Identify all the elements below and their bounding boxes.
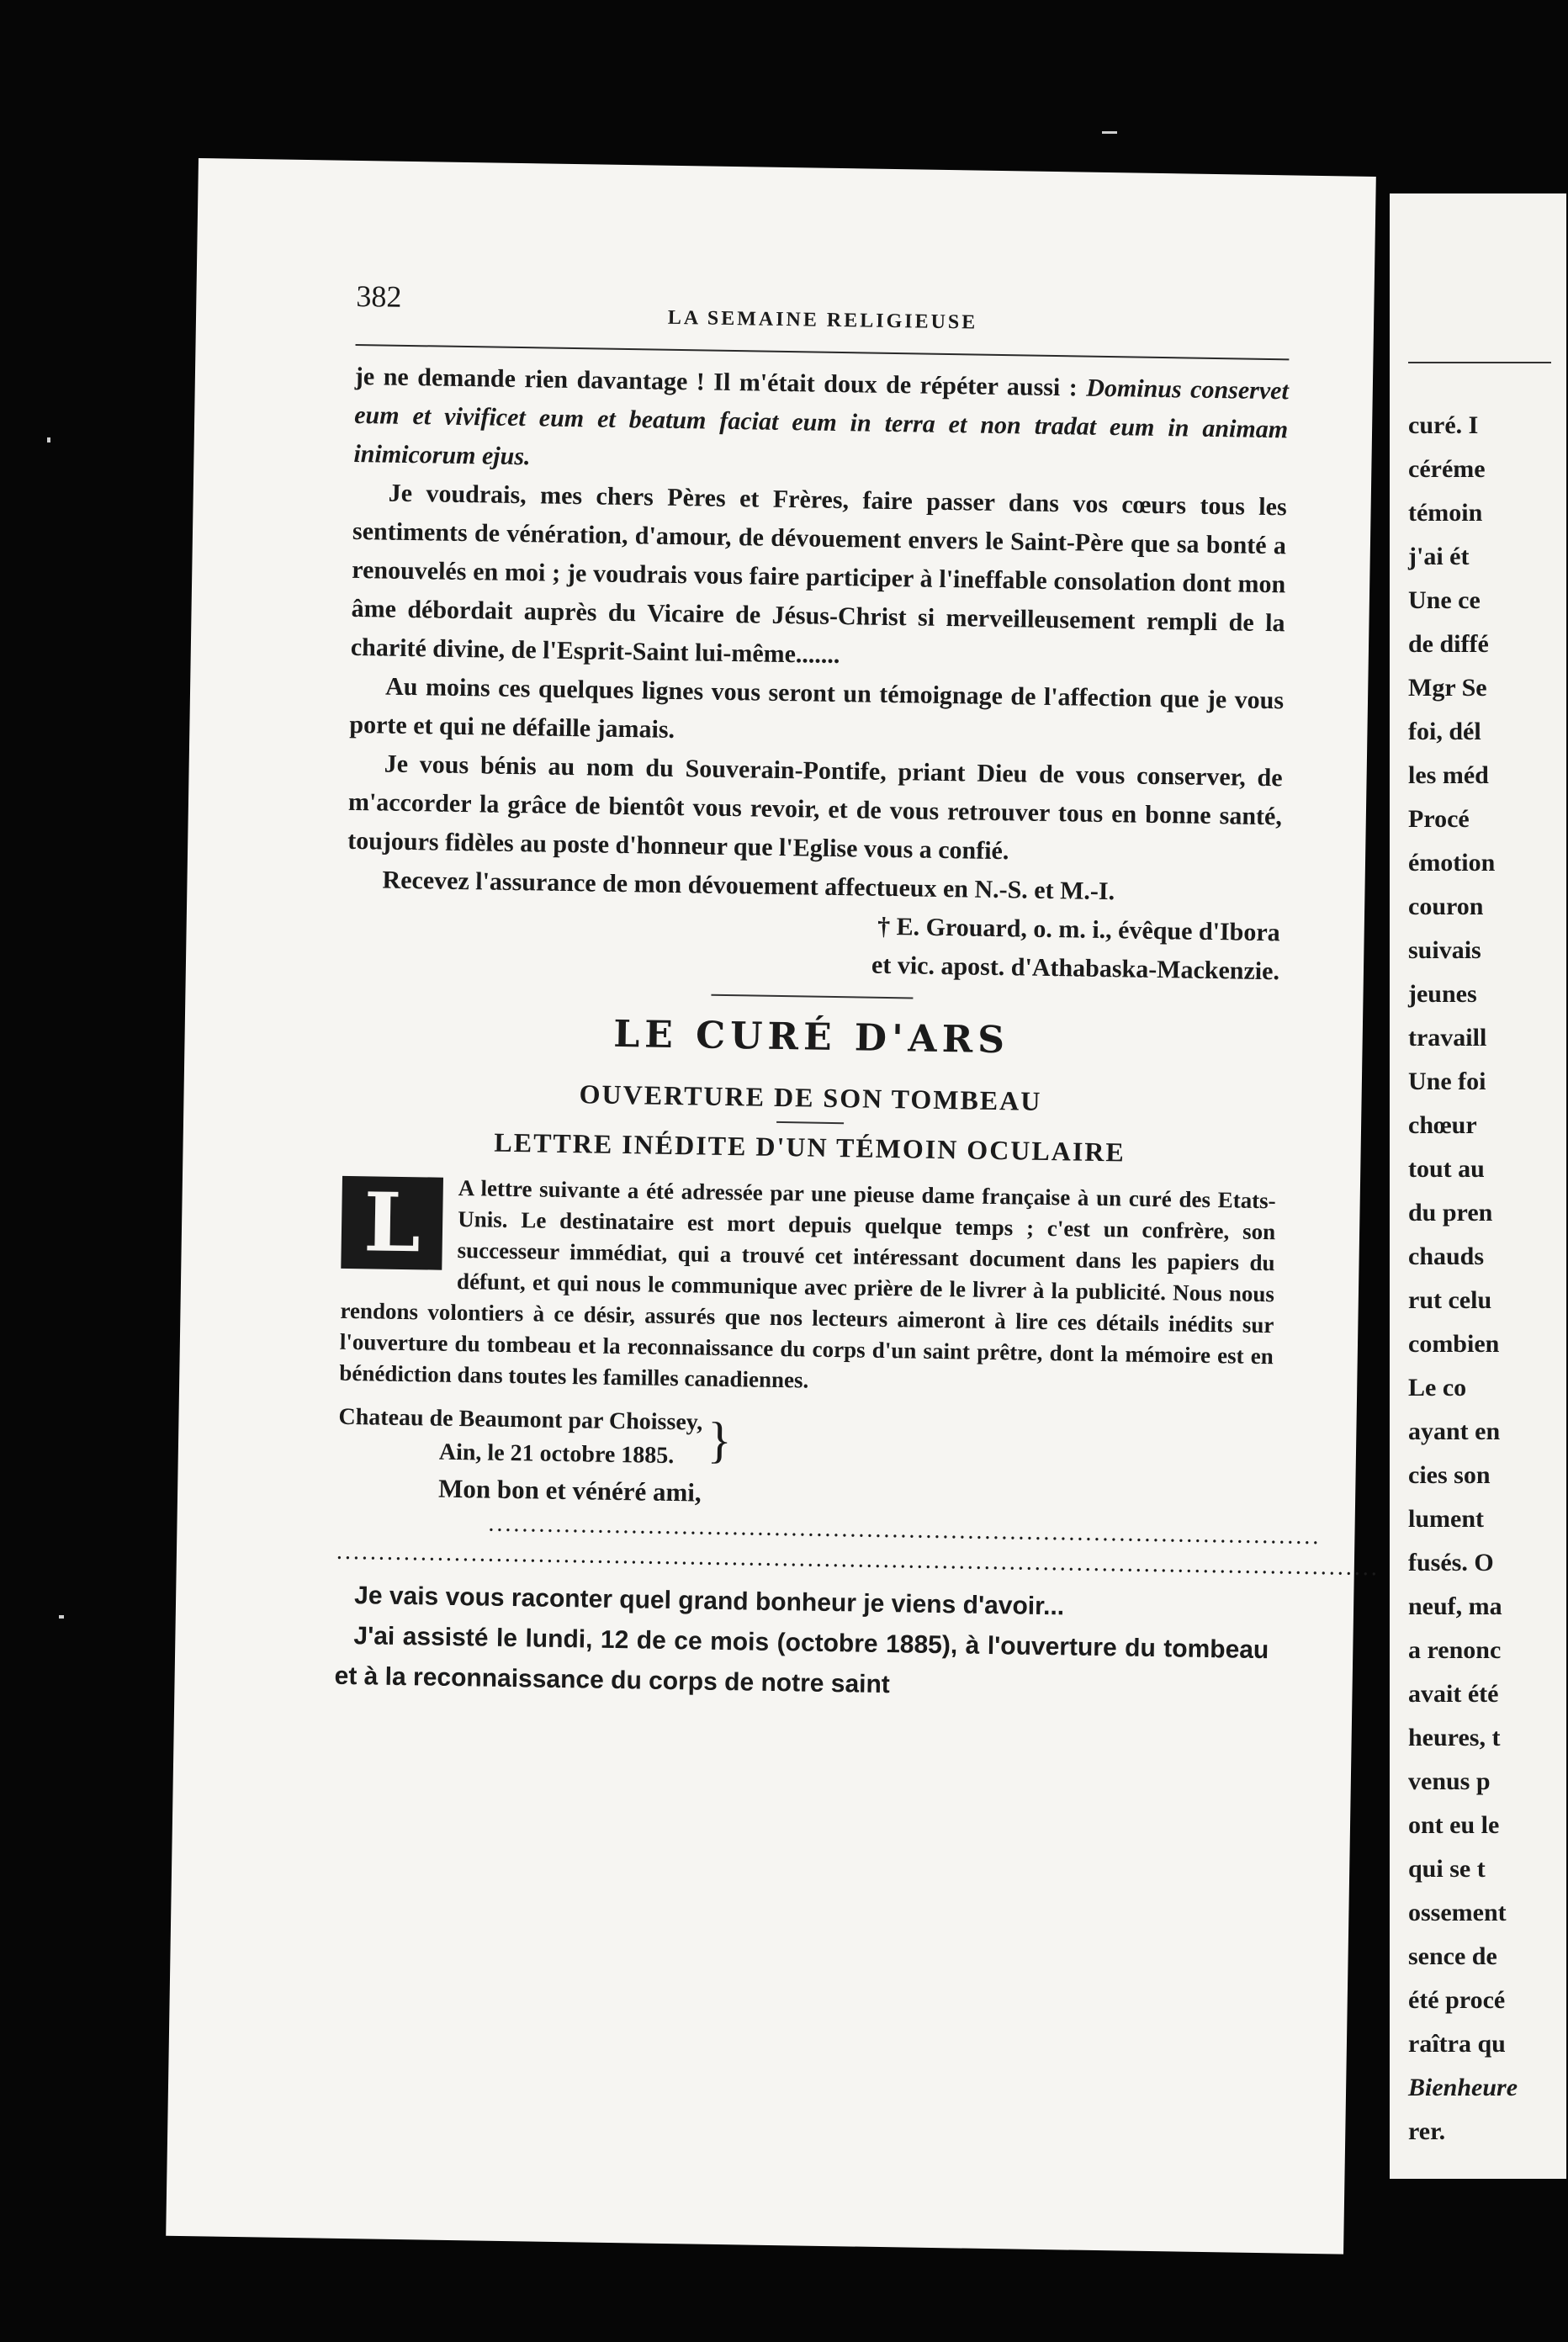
scan-speck — [47, 437, 50, 442]
section-separator — [711, 994, 913, 999]
right-line: suivais — [1408, 936, 1481, 964]
right-line: lument — [1408, 1505, 1484, 1533]
right-line: chœur — [1408, 1111, 1477, 1139]
right-line: travaill — [1408, 1024, 1487, 1052]
right-line: rut celu — [1408, 1286, 1492, 1314]
scan-speck — [59, 1615, 64, 1619]
right-page-text — [1408, 404, 1568, 2154]
right-line: combien — [1408, 1330, 1500, 1358]
article-headline: LE CURÉ D'ARS — [612, 1012, 1010, 1062]
right-line: du pren — [1408, 1199, 1493, 1227]
right-line: neuf, ma — [1408, 1592, 1502, 1620]
paragraph-4: Je vous bénis au nom du Souverain-Pontife, priant Dieu de vous conserver, de m'accorder la grâce de bientôt vous revoir, et de vous retrouver tous en bonne santé, toujours fidèles au poste d'honneur que l'Eglise vous a confié. — [347, 750, 1283, 866]
intro-paragraph: A lettre suivante a été adressée par une pieuse dame française à un curé des Etats-Unis. Le destinataire est mort depuis quelque temps ; c'est un confrère, son successeur immédiat, qui a trouvé cet intéressant document dans les papiers du défunt, et qui nous le communique avec prière de le livrer à la publicité. Nous nous rendons volontiers à ce désir, assurés que nos lecteurs aimeront à lire ces détails inédits sur l'ouverture du tombeau et la reconnaissance du corps d'un saint prêtre, dont la mémoire est en bénédiction dans toutes les familles canadiennes. — [339, 1175, 1276, 1393]
intro-block — [339, 1171, 1276, 1403]
right-line: témoin — [1408, 499, 1483, 527]
right-line: jeunes — [1408, 980, 1477, 1008]
right-line: cies son — [1408, 1461, 1491, 1489]
right-line: a renonc — [1408, 1636, 1502, 1664]
paragraph-1-text: je ne demande rien davantage ! Il m'était doux de répéter aussi : — [354, 362, 1087, 402]
right-line: foi, dél — [1408, 718, 1481, 745]
right-line: Le co — [1408, 1374, 1467, 1401]
right-line: venus p — [1408, 1767, 1491, 1795]
letter-line-1: Je vais vous raconter quel grand bonheur je viens d'avoir... — [353, 1582, 1065, 1621]
right-line: été procé — [1408, 1986, 1506, 2014]
letter-paragraph: J'ai assisté le lundi, 12 de ce mois (octobre 1885), à l'ouverture du tombeau et à la reconnaissance du corps de notre saint — [334, 1622, 1269, 1699]
scan-speck — [1102, 131, 1117, 134]
paragraph-5: Recevez l'assurance de mon dévouement affectueux en N.-S. et M.-I. — [382, 866, 1115, 906]
right-line: Procé — [1408, 805, 1470, 833]
right-line: Une ce — [1408, 586, 1481, 614]
subtitle-separator — [776, 1121, 844, 1124]
right-header-rule — [1408, 362, 1551, 363]
right-line: avait été — [1408, 1680, 1499, 1708]
paragraph-2: Je voudrais, mes chers Pères et Frères, faire passer dans vos cœurs tous les sentiments de vénération, d'amour, de dévouement envers le Saint-Père que sa bonté a renouvelés en moi ; je voudrais vous faire participer à l'ineffable consolation dont mon âme débordait auprès du Vicaire de Jésus-Christ si merveilleusement rempli de la charité divine, de l'Esprit-Saint lui-même....... — [350, 479, 1287, 670]
salutation: Mon bon et vénéré ami, — [437, 1473, 702, 1507]
right-line: j'ai ét — [1408, 543, 1470, 570]
right-line: Une foi — [1408, 1068, 1486, 1095]
page-content — [334, 278, 1380, 1711]
right-line: raîtra qu — [1408, 2030, 1506, 2058]
ornamental-dropcap: L — [341, 1176, 443, 1270]
right-line: ayant en — [1408, 1417, 1501, 1445]
right-line: émotion — [1408, 849, 1496, 877]
right-line: tout au — [1408, 1155, 1485, 1183]
right-line: couron — [1408, 893, 1484, 920]
left-page — [166, 158, 1380, 2255]
right-line: Bienheure — [1408, 2074, 1518, 2101]
right-line: rer. — [1408, 2117, 1446, 2145]
right-line: qui se t — [1408, 1855, 1486, 1883]
right-line: curé. I — [1408, 411, 1479, 439]
page-title: LA SEMAINE RELIGIEUSE — [667, 306, 978, 334]
paragraph-1 — [353, 358, 1289, 488]
right-line: heures, t — [1408, 1724, 1501, 1751]
right-line: chauds — [1408, 1243, 1485, 1270]
page-number: 382 — [356, 278, 402, 314]
signature-line-1: † E. Grouard, o. m. i., évêque d'Ibora — [877, 912, 1280, 947]
paragraph-3: Au moins ces quelques lignes vous seront un témoignage de l'affection que je vous porte et qui ne défaille jamais. — [349, 672, 1285, 744]
right-line: céréme — [1408, 455, 1486, 483]
right-line: ossement — [1408, 1899, 1507, 1926]
right-line: fusés. O — [1408, 1549, 1494, 1576]
place-line-2: Ain, le 21 octobre 1885. — [438, 1439, 675, 1470]
right-line: sence de — [1408, 1942, 1497, 1970]
right-page — [1390, 193, 1566, 2179]
place-line-1: Chateau de Beaumont par Choissey, — [338, 1403, 703, 1436]
header-rule — [356, 344, 1290, 360]
right-line: Mgr Se — [1408, 674, 1487, 702]
right-line: ont eu le — [1408, 1811, 1500, 1839]
ellipsis-line-1: ................................................................................................... — [488, 1510, 1322, 1550]
article-subtitle-1: OUVERTURE DE SON TOMBEAU — [579, 1078, 1042, 1116]
right-line: de diffé — [1408, 630, 1489, 658]
latin-quote: Dominus conservet eum et vivificet eum et beatum faciat eum in terra et non tradat eum in animam inimicorum ejus. — [353, 374, 1290, 471]
running-head — [356, 278, 1290, 343]
brace: } — [707, 1412, 733, 1469]
ellipsis-line-2: ............................................................................................................................ — [336, 1538, 1380, 1582]
article-subtitle-2: LETTRE INÉDITE D'UN TÉMOIN OCULAIRE — [494, 1126, 1126, 1168]
signature-line-2: et vic. apost. d'Athabaska-Mackenzie. — [871, 951, 1280, 986]
right-line: les méd — [1408, 761, 1489, 789]
